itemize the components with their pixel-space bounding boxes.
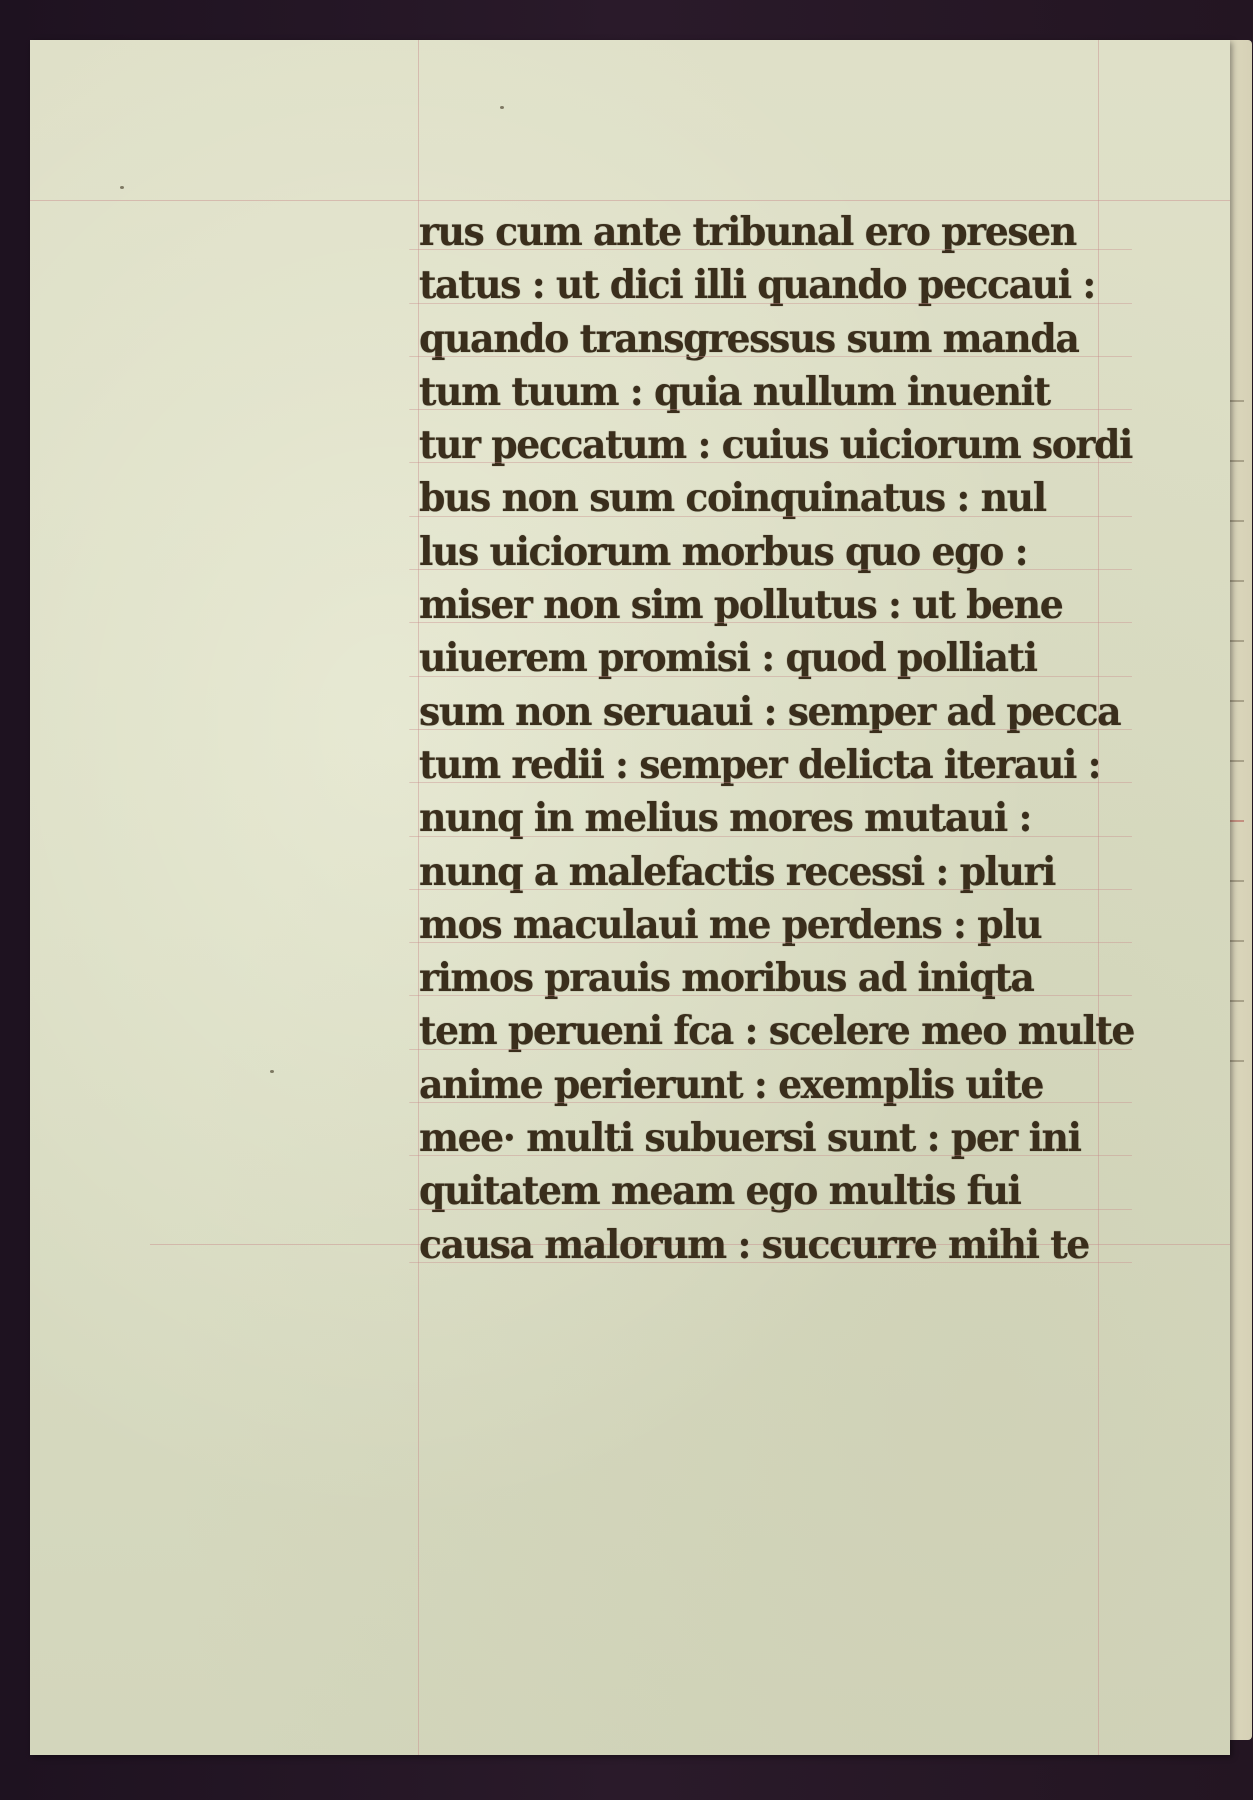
text-line: tatus : ut dici illi quando peccaui : bbox=[419, 259, 1117, 312]
parchment-speck bbox=[270, 1070, 274, 1073]
text-line: rimos prauis moribus ad iniqta bbox=[419, 952, 1117, 1005]
text-line: miser non sim pollutus : ut bene bbox=[419, 579, 1117, 632]
text-line: tum redii : semper delicta iteraui : bbox=[419, 739, 1117, 792]
text-line: mos maculaui me perdens : plu bbox=[419, 899, 1117, 952]
text-line: sum non seruaui : semper ad pecca bbox=[419, 686, 1117, 739]
text-line: tem perueni fca : scelere meo multe bbox=[419, 1005, 1117, 1058]
ruling-horizontal-top bbox=[30, 200, 1230, 201]
text-line: causa malorum : succurre mihi te bbox=[419, 1219, 1117, 1272]
text-line: nunq in melius mores mutaui : bbox=[419, 792, 1117, 845]
text-line: quitatem meam ego multis fui bbox=[419, 1165, 1117, 1218]
text-column bbox=[419, 206, 1139, 1272]
text-line: tum tuum : quia nullum inuenit bbox=[419, 366, 1117, 419]
text-line: rus cum ante tribunal ero presen bbox=[419, 206, 1117, 259]
text-line: uiuerem promisi : quod polliati bbox=[419, 632, 1117, 685]
text-line: bus non sum coinquinatus : nul bbox=[419, 472, 1117, 525]
text-line: mee· multi subuersi sunt : per ini bbox=[419, 1112, 1117, 1165]
text-line: anime perierunt : exemplis uite bbox=[419, 1059, 1117, 1112]
text-line: nunq a malefactis recessi : pluri bbox=[419, 846, 1117, 899]
text-line: quando transgressus sum manda bbox=[419, 313, 1117, 366]
parchment-leaf bbox=[30, 40, 1230, 1755]
parchment-speck bbox=[500, 106, 504, 109]
parchment-speck bbox=[120, 186, 124, 189]
text-line: lus uiciorum morbus quo ego : bbox=[419, 526, 1117, 579]
text-line: tur peccatum : cuius uiciorum sordi bbox=[419, 419, 1117, 472]
